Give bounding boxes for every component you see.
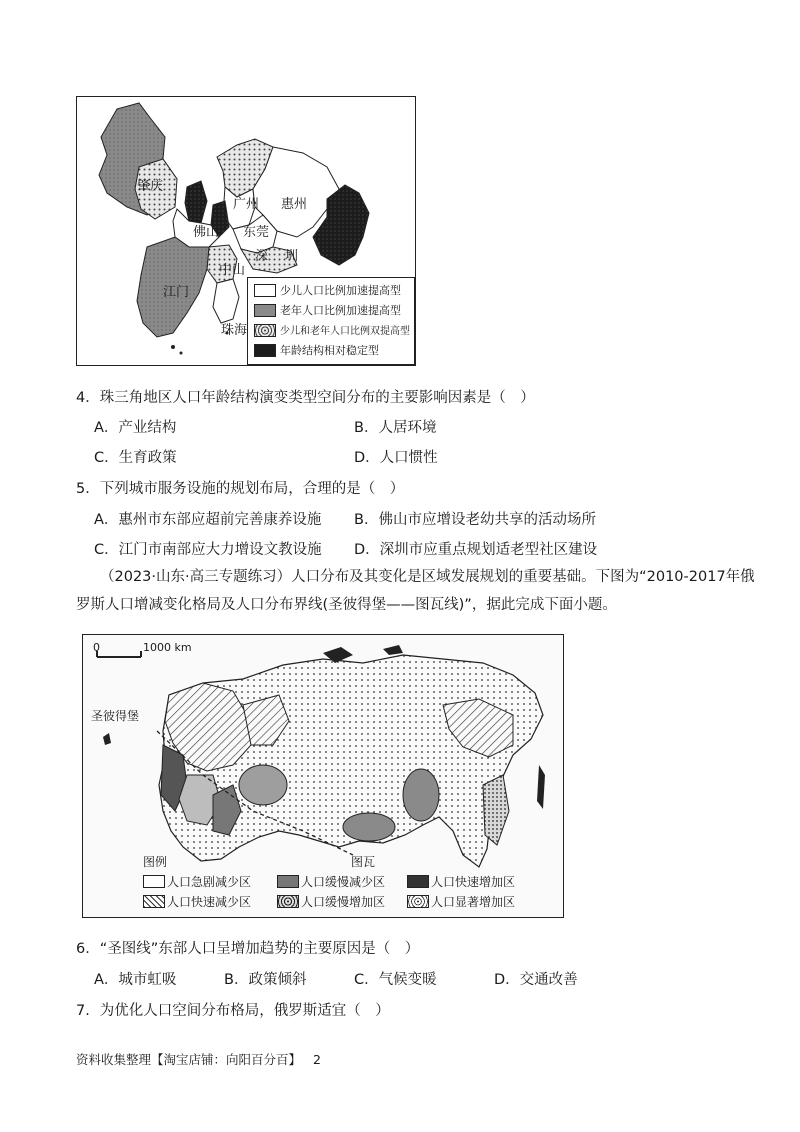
question-7-stem: 7．为优化人口空间分布格局，俄罗斯适宜（ ） [76,1003,390,1019]
island [171,345,175,349]
q4-option-b[interactable]: B．人居环境 [354,420,437,436]
legend-swatch-white [143,875,165,888]
legend-label: 人口急剧减少区 [167,875,252,889]
label-jiangmen: 江门 [163,285,190,300]
question-6-stem: 6．“圣图线”东部人口呈增加趋势的主要原因是（ ） [76,941,420,957]
q6-option-d[interactable]: D．交通改善 [494,972,578,988]
footer-text: 资料收集整理【淘宝店铺：向阳百分百】 [76,1052,302,1067]
intro-line-2: 罗斯人口增减变化格局及人口分布界线(圣彼得堡——图瓦线)”，据此完成下面小题。 [76,597,617,613]
footer-source [76,1050,321,1068]
q6-option-c[interactable]: C．气候变暖 [354,972,437,988]
q6-option-a[interactable]: A．城市虹吸 [94,972,177,988]
legend-label: 人口缓慢增加区 [301,895,386,909]
q4-option-c[interactable]: C．生育政策 [94,450,177,466]
legend-swatch-dark [407,875,429,888]
q5-option-c[interactable]: C．江门市南部应大力增设文教设施 [94,542,322,558]
label-dongguan: 东莞 [243,225,270,240]
legend-label: 年龄结构相对稳定型 [280,344,379,357]
intro-line-1: （2023·山东·高三专题练习）人口分布及其变化是区域发展规划的重要基础。下图为“2010-2017年俄 [100,569,755,585]
label-foshan: 佛山 [193,225,220,240]
island [180,352,183,355]
legend-swatch-grey [277,875,299,888]
legend-label: 人口缓慢减少区 [301,875,386,889]
page-number: 2 [313,1052,321,1067]
q5-option-d[interactable]: D．深圳市应重点规划适老型社区建设 [354,542,598,558]
label-zhaoqing: 肇庆 [137,179,164,194]
scale-zero: 0 [93,641,100,654]
question-4-stem: 4．珠三角地区人口年龄结构演变类型空间分布的主要影响因素是（ ） [76,390,535,406]
legend-label: 人口显著增加区 [431,895,516,909]
russia-population-change-map [82,634,564,918]
legend-title: 图例 [143,855,168,869]
label-st-petersburg: 圣彼得堡 [91,709,140,723]
q4-option-a[interactable]: A．产业结构 [94,420,177,436]
label-zhongshan: 中山 [219,263,246,278]
label-zhen: 圳 [285,249,299,264]
legend-label: 人口快速减少区 [167,895,252,909]
q4-option-d[interactable]: D．人口惯性 [354,450,438,466]
legend-swatch-dense-dots [277,895,299,908]
q5-option-b[interactable]: B．佛山市应增设老幼共享的活动场所 [354,512,596,528]
label-shen: 深 [255,249,269,264]
prd-age-structure-map [76,96,416,366]
q6-option-b[interactable]: B．政策倾斜 [224,972,307,988]
question-5-stem: 5．下列城市服务设施的规划布局，合理的是（ ） [76,481,405,497]
map1-legend [247,277,415,365]
legend-swatch-dots [407,895,429,908]
legend-swatch-white [254,284,276,297]
label-huizhou: 惠州 [281,197,308,212]
legend-label: 人口快速增加区 [431,875,516,889]
legend-label: 少儿人口比例加速提高型 [280,284,401,297]
map2-legend [139,871,559,915]
label-guangzhou: 广州 [233,197,260,212]
legend-swatch-dark [254,344,276,357]
legend-swatch-grey [254,304,276,317]
legend-swatch-hatched [143,895,165,908]
q5-option-a[interactable]: A．惠州市东部应超前完善康养设施 [94,512,322,528]
scale-label: 1000 km [143,641,192,654]
legend-swatch-dotted [254,324,276,337]
legend-label: 少儿和老年人口比例双提高型 [280,326,410,337]
legend-label: 老年人口比例加速提高型 [280,304,401,317]
label-tuva: 图瓦 [351,855,376,869]
label-zhuhai: 珠海 [221,323,248,338]
